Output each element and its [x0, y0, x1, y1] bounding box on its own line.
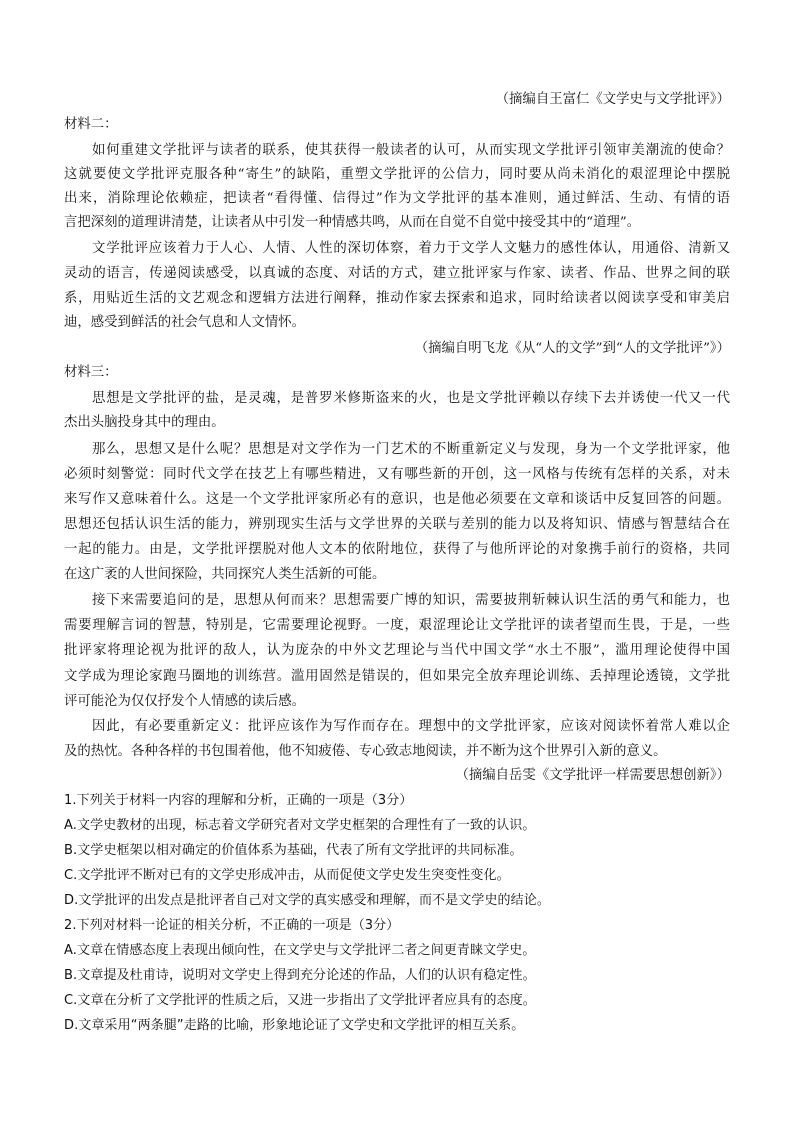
material-3-line: 思想是文学批评的盐，是灵魂，是普罗米修斯盗来的火，也是文学批评赖以存续下去并诱使一代又一代 — [92, 391, 730, 406]
material-2-line: 如何重建文学批评与读者的联系，使其获得一般读者的认可，从而实现文学批评引领审美潮流的使命？ — [92, 143, 730, 158]
question-1-stem: 1.下列关于材料一内容的理解和分析，正确的一项是（3分） — [64, 793, 413, 808]
material-3-heading: 材料三： — [64, 365, 118, 380]
material-3-line: 在这广袤的人世间探险，共同探究人类生活新的可能。 — [64, 567, 386, 582]
material-3-line: 批评家将理论视为批评的敌人，认为庞杂的中外文艺理论与当代中国文学“水土不服”，滥用理论使得中国 — [64, 643, 730, 658]
question-2-option-b: B.文章提及杜甫诗，说明对文学史上得到充分论述的作品，人们的认识有稳定性。 — [64, 968, 536, 983]
material-3-line: 杰出头脑投身其中的理由。 — [64, 415, 225, 430]
material-2-line: 这就要使文学批评克服各种“寄生”的缺陷，重塑文学批评的公信力，同时要从尚未消化的艰涩理论中摆脱 — [64, 167, 730, 182]
material-3-line: 需要理解言词的智慧，特别是，它需要理论视野。一度，艰涩理论让文学批评的读者望而生畏，于是，一些 — [64, 618, 730, 633]
material-2-line: 言把深刻的道理讲清楚，让读者从中引发一种情感共鸣，从而在自觉不自觉中接受其中的“道理”。 — [64, 215, 641, 230]
question-1-option-a: A.文学史教材的出现，标志着文学研究者对文学史框架的合理性有了一致的认识。 — [64, 818, 536, 833]
question-2-stem: 2.下列对材料一论证的相关分析，不正确的一项是（3分） — [64, 918, 400, 933]
material-3-line: 文学成为理论家跑马圈地的训练营。滥用固然是错误的，但如果完全放弃理论训练、丢掉理论透镜，文学批 — [64, 669, 730, 684]
material-3-line: 因此，有必要重新定义：批评应该作为写作而存在。理想中的文学批评家，应该对阅读怀着常人难以企 — [92, 719, 730, 734]
question-2-option-d: D.文章采用“两条腿”走路的比喻，形象地论证了文学史和文学批评的相互关系。 — [64, 1018, 525, 1033]
material-3-line: 思想还包括认识生活的能力，辨别现实生活与文学世界的关联与差别的能力以及将知识、情感与智慧结合在 — [64, 517, 730, 532]
material-2-line: 迪，感受到鲜活的社会气息和人文情怀。 — [64, 315, 306, 330]
source-citation-1: （摘编自王富仁《文学史与文学批评》） — [495, 92, 730, 107]
material-3-line: 接下来需要追问的是，思想从何而来？思想需要广博的知识，需要披荆斩棘认识生活的勇气和能力，也 — [92, 593, 730, 608]
material-3-line: 评可能沦为仅仅抒发个人情感的读后感。 — [64, 694, 306, 709]
question-1-option-d: D.文学批评的出发点是批评者自己对文学的真实感受和理解，而不是文学史的结论。 — [64, 893, 550, 908]
material-3-line: 必须时刻警觉：同时代文学在技艺上有哪些精进，又有哪些新的开创，这一风格与传统有怎样的关系，对未 — [64, 467, 730, 482]
material-3-line: 一起的能力。由是，文学批评摆脱对他人文本的依附地位，获得了与他所评论的对象携手前行的资格，共同 — [64, 542, 730, 557]
material-3-line: 那么，思想又是什么呢？思想是对文学作为一门艺术的不断重新定义与发现，身为一个文学批评家，他 — [92, 442, 730, 457]
material-2-line: 出来，消除理论依赖症，把读者“看得懂、信得过”作为文学批评的基本准则，通过鲜活、生动、有情的语 — [64, 191, 730, 206]
material-2-line: 文学批评应该着力于人心、人情、人性的深切体察，着力于文学人文魅力的感性体认，用通俗、清新又 — [92, 241, 730, 256]
material-2-line: 系，用贴近生活的文艺观念和逻辑方法进行阐释，推动作家去探索和追求，同时给读者以阅读享受和审美启 — [64, 291, 730, 306]
source-citation-2: （摘编自明飞龙《从“人的文学”到“人的文学批评”》） — [414, 341, 730, 356]
material-2-line: 灵动的语言，传递阅读感受，以真诚的态度、对话的方式，建立批评家与作家、读者、作品、世界之间的联 — [64, 266, 730, 281]
material-3-line: 及的热忱。各种各样的书包围着他，他不知疲倦、专心致志地阅读，并不断为这个世界引入新的意义。 — [64, 744, 667, 759]
question-1-option-c: C.文学批评不断对已有的文学史形成冲击，从而促使文学史发生突变性变化。 — [64, 868, 510, 883]
material-3-line: 来写作又意味着什么。这是一个文学批评家所必有的意识，也是他必须要在文章和谈话中反复回答的问题。 — [64, 492, 730, 507]
question-2-option-c: C.文章在分析了文学批评的性质之后，又进一步指出了文学批评者应具有的态度。 — [64, 993, 536, 1008]
material-2-heading: 材料二： — [64, 117, 118, 132]
question-2-option-a: A.文章在情感态度上表现出倾向性，在文学史与文学批评二者之间更青睐文学史。 — [64, 943, 536, 958]
source-citation-3: （摘编自岳雯《文学批评一样需要思想创新》） — [455, 768, 730, 783]
question-1-option-b: B.文学史框架以相对确定的价值体系为基础，代表了所有文学批评的共同标准。 — [64, 843, 523, 858]
